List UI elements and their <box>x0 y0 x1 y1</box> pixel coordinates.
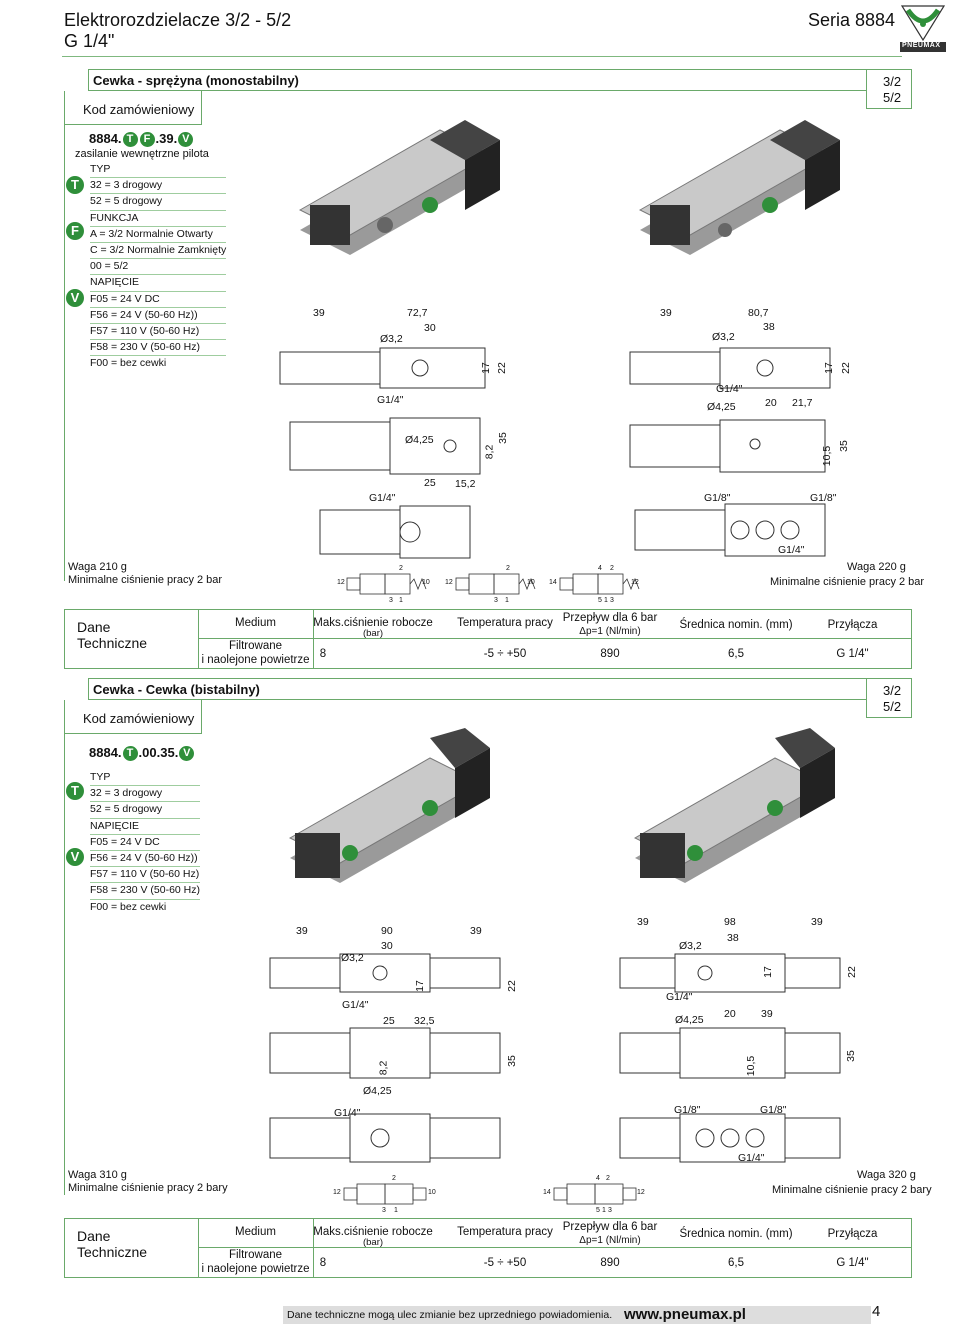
section1-left-rule <box>64 91 65 581</box>
tech-table-1 <box>64 609 912 669</box>
letter-v-badge: V <box>66 289 84 307</box>
order-label: Kod zamówieniowy <box>83 102 195 117</box>
symbol-port: 12 <box>333 1189 341 1196</box>
dim-22: 22 <box>845 966 858 978</box>
symbol-port: 12 <box>337 579 345 586</box>
medium-value-2: i naolejone powietrze <box>201 654 310 666</box>
connection-value: G 1/4" <box>836 648 869 660</box>
flow-unit: Δp=1 (Nl/min) <box>579 626 641 637</box>
pressure-right: Minimalne ciśnienie pracy 2 bar <box>770 576 925 588</box>
symbol-port: 1 <box>602 1207 606 1214</box>
symbol-port: 3 <box>382 1207 386 1214</box>
medium-header: Medium <box>235 617 276 629</box>
dim-diam-4-25: Ø4,25 <box>363 1085 392 1097</box>
option-row: 32 = 3 drogowy <box>90 178 226 194</box>
code-prefix: 8884. <box>89 745 122 760</box>
pressure-left: Minimalne ciśnienie pracy 2 bar <box>68 574 223 586</box>
medium-value-2: i naolejone powietrze <box>201 1263 310 1275</box>
option-row: C = 3/2 Normalnie Zamknięty <box>90 243 226 259</box>
medium-value-1: Filtrowane <box>228 640 283 652</box>
divider <box>198 638 911 639</box>
symbol-port: 3 <box>494 597 498 604</box>
symbol-port: 14 <box>543 1189 551 1196</box>
dim-35: 35 <box>496 432 509 444</box>
symbol-port: 10 <box>428 1189 436 1196</box>
page-subtitle: G 1/4" <box>64 31 115 51</box>
symbol-3-2-no <box>335 566 435 602</box>
flow-header: Przepływ dla 6 bar <box>562 1221 658 1233</box>
code-t-badge: T <box>123 132 138 147</box>
symbol-port: 4 <box>598 565 602 572</box>
dim-diam-3-2: Ø3,2 <box>341 952 364 964</box>
dim-35: 35 <box>837 440 850 452</box>
footer-note: Dane techniczne mogą ulec zmianie bez uprzedniego powiadomienia. <box>287 1309 613 1321</box>
dim-35: 35 <box>844 1050 857 1062</box>
option-row: F05 = 24 V DC <box>90 835 200 851</box>
pilot-note: zasilanie wewnętrzne pilota <box>75 148 209 160</box>
dim-98: 98 <box>724 916 736 928</box>
letter-f-badge: F <box>66 222 84 240</box>
section1-title: Cewka - sprężyna (monostabilny) <box>93 73 299 88</box>
weight-left: Waga 210 g <box>68 561 127 573</box>
pressure-unit: (bar) <box>362 1237 384 1248</box>
pressure-right: Minimalne ciśnienie pracy 2 bary <box>772 1184 932 1196</box>
symbol-port: 10 <box>422 579 430 586</box>
weight-right: Waga 320 g <box>857 1169 916 1181</box>
option-row: F00 = bez cewki <box>90 900 167 913</box>
option-row: F58 = 230 V (50-60 Hz) <box>90 340 226 356</box>
dim-20: 20 <box>724 1008 736 1020</box>
medium-value-1: Filtrowane <box>228 1249 283 1261</box>
dim-39: 39 <box>470 925 482 937</box>
letter-v-badge: V <box>66 848 84 866</box>
option-row: FUNKCJA <box>90 211 226 227</box>
dim-g18-a: G1/8" <box>674 1104 701 1116</box>
dim-g14-a: G1/4" <box>716 383 743 395</box>
dim-25: 25 <box>383 1015 395 1027</box>
page-number: 4 <box>872 1303 881 1320</box>
option-row: 32 = 3 drogowy <box>90 786 200 802</box>
tech-techniczne: Techniczne <box>77 1244 148 1260</box>
temperature-header: Temperatura pracy <box>457 1226 553 1238</box>
option-row: F57 = 110 V (50-60 Hz) <box>90 867 200 883</box>
symbol-port: 3 <box>610 597 614 604</box>
dim-g14-b: G1/4" <box>334 1107 361 1119</box>
order-code <box>89 745 195 761</box>
dim-38: 38 <box>763 321 775 333</box>
order-label: Kod zamówieniowy <box>83 711 195 726</box>
symbol-port: 10 <box>527 579 535 586</box>
page-title: Elektrorozdzielacze 3/2 - 5/2 <box>64 10 292 30</box>
footer-url[interactable]: www.pneumax.pl <box>624 1306 746 1323</box>
dim-38: 38 <box>727 932 739 944</box>
pneumax-logo <box>898 2 948 54</box>
temperature-header: Temperatura pracy <box>457 617 553 629</box>
dim-diam-4-25: Ø4,25 <box>405 434 434 446</box>
type-3-2: 3/2 <box>883 74 902 89</box>
letter-t-badge: T <box>66 782 84 800</box>
weight-right: Waga 220 g <box>847 561 906 573</box>
valve-photo-3 <box>280 728 500 888</box>
drawing-bistable-left <box>265 948 505 1163</box>
dim-30: 30 <box>424 322 436 334</box>
dim-10-5: 10,5 <box>745 1055 758 1077</box>
option-row: NAPIĘCIE <box>90 275 226 291</box>
temperature-value: -5 ÷ +50 <box>483 1257 527 1269</box>
symbol-bistable-3-2 <box>332 1176 442 1212</box>
divider <box>198 1247 911 1248</box>
connection-header: Przyłącza <box>827 1228 878 1240</box>
pressure-value: 8 <box>319 648 327 660</box>
dim-35: 35 <box>505 1055 518 1067</box>
valve-photo-2 <box>630 120 850 260</box>
code-f-badge: F <box>140 132 155 147</box>
dim-g14-a: G1/4" <box>666 991 693 1003</box>
dim-diam-4-25: Ø4,25 <box>707 401 736 413</box>
pressure-header: Maks.ciśnienie robocze <box>313 1226 433 1238</box>
dim-21-7: 21,7 <box>792 397 813 409</box>
dim-diam-3-2: Ø3,2 <box>712 331 735 343</box>
valve-photo-1 <box>290 120 510 260</box>
drawing-bistable-right <box>615 948 850 1163</box>
option-row: F58 = 230 V (50-60 Hz) <box>90 883 200 899</box>
dim-72-7: 72,7 <box>407 307 428 319</box>
option-row: TYP <box>90 770 200 786</box>
option-row: F56 = 24 V (50-60 Hz)) <box>90 851 200 867</box>
symbol-port: 2 <box>606 1175 610 1182</box>
pressure-header: Maks.ciśnienie robocze <box>313 617 433 629</box>
symbol-port: 4 <box>596 1175 600 1182</box>
section1-order-box <box>64 91 202 125</box>
section2-order-box <box>64 700 202 734</box>
diameter-value: 6,5 <box>728 648 744 660</box>
code-v-badge: V <box>178 132 193 147</box>
dim-g18-b: G1/8" <box>810 492 837 504</box>
header-rule <box>62 56 902 57</box>
tech-table-2 <box>64 1218 912 1278</box>
drawing-monostable-right <box>625 340 845 560</box>
flow-value: 890 <box>600 1257 620 1269</box>
option-row: 52 = 5 drogowy <box>90 194 226 210</box>
dim-39: 39 <box>637 916 649 928</box>
symbol-port: 5 <box>596 1207 600 1214</box>
order-code <box>89 131 194 147</box>
dim-32-5: 32,5 <box>414 1015 435 1027</box>
code-v-badge: V <box>179 746 194 761</box>
section1-title-bar <box>88 69 910 91</box>
type-5-2: 5/2 <box>883 90 902 105</box>
drawing-monostable-left <box>280 340 510 560</box>
diameter-header: Średnica nomin. (mm) <box>679 619 793 631</box>
dim-90: 90 <box>381 925 393 937</box>
section2-types <box>866 678 912 718</box>
symbol-port: 12 <box>445 579 453 586</box>
symbol-port: 3 <box>608 1207 612 1214</box>
letter-t-badge: T <box>66 176 84 194</box>
connection-header: Przyłącza <box>827 619 878 631</box>
section2-title-bar <box>88 678 910 700</box>
dim-g14-a: G1/4" <box>377 394 404 406</box>
dim-22: 22 <box>505 980 518 992</box>
section2-options <box>90 770 200 915</box>
symbol-port: 12 <box>631 579 639 586</box>
dim-diam-3-2: Ø3,2 <box>380 333 403 345</box>
temperature-value: -5 ÷ +50 <box>483 648 527 660</box>
flow-header: Przepływ dla 6 bar <box>562 612 658 624</box>
section2-title: Cewka - Cewka (bistabilny) <box>93 682 260 697</box>
dim-17: 17 <box>822 362 835 374</box>
dim-g14-b: G1/4" <box>778 544 805 556</box>
dim-10-5: 10,5 <box>821 445 834 467</box>
medium-header: Medium <box>235 1226 276 1238</box>
dim-g14-b: G1/4" <box>738 1152 765 1164</box>
logo-text: PNEUMAX <box>902 42 941 49</box>
type-3-2: 3/2 <box>883 683 902 698</box>
dim-30: 30 <box>381 940 393 952</box>
dim-g18-a: G1/8" <box>704 492 731 504</box>
section2-left-rule <box>64 700 65 1195</box>
symbol-port: 1 <box>505 597 509 604</box>
symbol-port: 12 <box>637 1189 645 1196</box>
option-row: F05 = 24 V DC <box>90 292 226 308</box>
symbol-port: 2 <box>506 565 510 572</box>
diameter-value: 6,5 <box>728 1257 744 1269</box>
dim-8-2: 8,2 <box>483 444 496 460</box>
connection-value: G 1/4" <box>836 1257 869 1269</box>
flow-unit: Δp=1 (Nl/min) <box>579 1235 641 1246</box>
dim-g14-a: G1/4" <box>342 999 369 1011</box>
dim-8-2: 8,2 <box>377 1060 390 1076</box>
dim-39: 39 <box>296 925 308 937</box>
dim-17: 17 <box>479 362 492 374</box>
tech-techniczne: Techniczne <box>77 635 148 651</box>
symbol-port: 1 <box>399 597 403 604</box>
dim-15-2: 15,2 <box>455 478 476 490</box>
option-row: F57 = 110 V (50-60 Hz) <box>90 324 226 340</box>
tech-dane: Dane <box>77 619 111 635</box>
dim-25: 25 <box>424 477 436 489</box>
section1-types <box>866 69 912 109</box>
option-row: 52 = 5 drogowy <box>90 802 200 818</box>
dim-diam-4-25: Ø4,25 <box>675 1014 704 1026</box>
dim-g14-b: G1/4" <box>369 492 396 504</box>
diameter-header: Średnica nomin. (mm) <box>679 1228 793 1240</box>
code-mid: .39. <box>155 131 178 146</box>
code-prefix: 8884. <box>89 131 122 146</box>
dim-17: 17 <box>413 980 426 992</box>
section1-options <box>90 162 226 371</box>
dim-39: 39 <box>313 307 325 319</box>
option-row: F00 = bez cewki <box>90 357 167 370</box>
dim-39: 39 <box>660 307 672 319</box>
symbol-port: 2 <box>399 565 403 572</box>
dim-39: 39 <box>761 1008 773 1020</box>
symbol-port: 2 <box>610 565 614 572</box>
pressure-unit: (bar) <box>362 628 384 639</box>
weight-left: Waga 310 g <box>68 1169 127 1181</box>
tech-dane: Dane <box>77 1228 111 1244</box>
dim-39: 39 <box>811 916 823 928</box>
pressure-value: 8 <box>319 1257 327 1269</box>
flow-value: 890 <box>600 648 620 660</box>
option-row: F56 = 24 V (50-60 Hz)) <box>90 308 226 324</box>
symbol-port: 2 <box>392 1175 396 1182</box>
dim-g18-b: G1/8" <box>760 1104 787 1116</box>
dim-17: 17 <box>761 966 774 978</box>
symbol-port: 3 <box>389 597 393 604</box>
code-t-badge: T <box>123 746 138 761</box>
symbol-port: 5 <box>598 597 602 604</box>
code-mid: .00.35. <box>138 745 179 760</box>
dim-20: 20 <box>765 397 777 409</box>
series-label: Seria 8884 <box>808 10 896 30</box>
dim-diam-3-2: Ø3,2 <box>679 940 702 952</box>
dim-80-7: 80,7 <box>748 307 769 319</box>
option-row: 00 = 5/2 <box>90 259 226 275</box>
option-row: TYP <box>90 162 226 178</box>
symbol-port: 1 <box>394 1207 398 1214</box>
valve-photo-4 <box>625 728 845 888</box>
dim-22: 22 <box>495 362 508 374</box>
option-row: NAPIĘCIE <box>90 819 200 835</box>
symbol-port: 1 <box>604 597 608 604</box>
option-row: A = 3/2 Normalnie Otwarty <box>90 227 226 243</box>
dim-22: 22 <box>839 362 852 374</box>
type-5-2: 5/2 <box>883 699 902 714</box>
pressure-left: Minimalne ciśnienie pracy 2 bary <box>68 1182 228 1194</box>
symbol-port: 14 <box>549 579 557 586</box>
